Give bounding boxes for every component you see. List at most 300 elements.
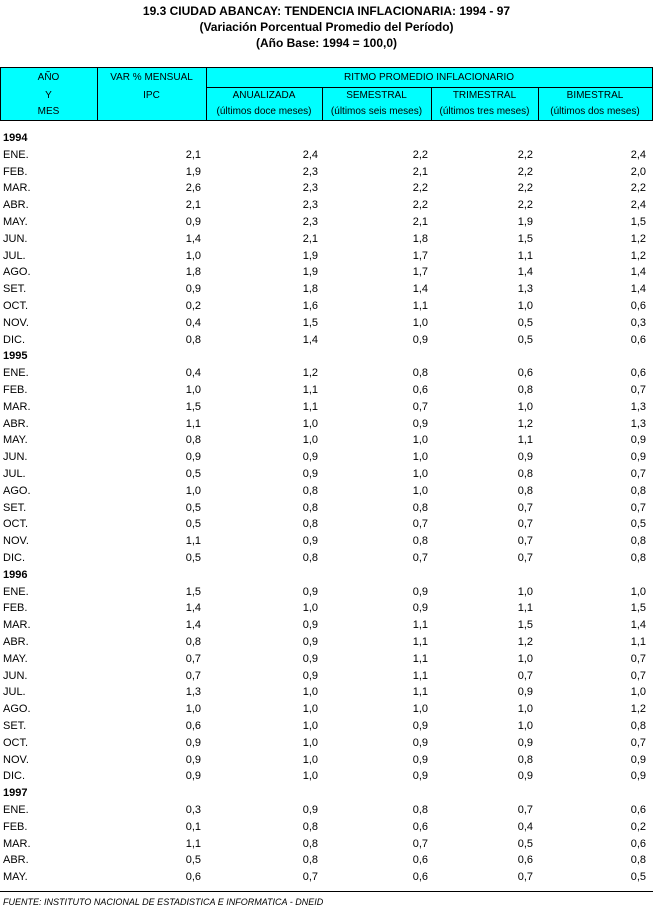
table-row <box>0 584 653 601</box>
month-label: SET. <box>3 720 27 732</box>
month-label: JUN. <box>3 232 28 245</box>
header-bimestral-note: (últimos dos meses) <box>550 106 640 117</box>
table-row <box>0 466 653 483</box>
table-cell: 1,0 <box>302 686 318 699</box>
month-label: FEB. <box>3 602 28 615</box>
table-cell: 0,6 <box>630 300 646 312</box>
table-cell: 0,8 <box>302 837 318 850</box>
table-cell: 1,4 <box>412 283 428 296</box>
month-label: OCT. <box>3 736 29 749</box>
table-cell: 1,5 <box>185 400 201 413</box>
table-row <box>0 684 653 701</box>
table-title <box>0 3 653 51</box>
year-label: 1997 <box>3 787 28 800</box>
table-cell: 2,2 <box>412 148 428 161</box>
table-cell: 1,1 <box>630 636 646 648</box>
table-cell: 0,8 <box>412 367 428 380</box>
table-cell: 2,2 <box>517 165 533 178</box>
table-cell: 1,4 <box>302 333 318 346</box>
table-cell: 0,2 <box>185 300 201 312</box>
table-cell: 0,6 <box>630 333 646 346</box>
table-cell: 1,2 <box>630 703 646 716</box>
table-cell: 0,9 <box>185 216 201 228</box>
table-cell: 0,9 <box>630 770 646 783</box>
table-cell: 0,7 <box>517 501 533 514</box>
table-row <box>0 483 653 500</box>
table-cell: 2,3 <box>302 182 318 195</box>
table-cell: 2,0 <box>630 165 646 178</box>
table-cell: 1,1 <box>412 652 428 665</box>
table-cell: 1,4 <box>185 619 201 632</box>
table-row <box>0 752 653 769</box>
table-cell: 0,9 <box>302 636 318 648</box>
header-year-line-2: Y <box>45 90 52 101</box>
month-label: OCT. <box>3 300 29 312</box>
table-cell: 0,6 <box>517 367 533 380</box>
table-row <box>0 264 653 281</box>
table-cell: 1,9 <box>517 216 533 228</box>
header-ipc-line-2: IPC <box>143 90 160 101</box>
table-cell: 0,9 <box>412 770 428 783</box>
month-label: AGO. <box>3 484 31 497</box>
month-label: MAR. <box>3 182 31 195</box>
table-row <box>0 735 653 752</box>
month-label: NOV. <box>3 753 29 766</box>
table-cell: 0,9 <box>517 770 533 783</box>
table-cell: 1,0 <box>185 249 201 262</box>
month-label: DIC. <box>3 770 25 783</box>
table-cell: 0,4 <box>185 367 201 380</box>
month-label: SET. <box>3 501 27 514</box>
month-label: JUN. <box>3 669 28 682</box>
table-cell: 0,7 <box>302 871 318 884</box>
month-label: ABR. <box>3 854 29 867</box>
header-ipc-line-1: VAR % MENSUAL <box>110 72 193 83</box>
table-cell: 1,2 <box>517 417 533 430</box>
table-cell: 0,7 <box>630 384 646 396</box>
table-cell: 0,9 <box>517 451 533 464</box>
table-cell: 0,9 <box>517 736 533 749</box>
table-cell: 1,0 <box>630 686 646 699</box>
table-row <box>0 332 653 349</box>
table-cell: 1,2 <box>517 636 533 648</box>
table-cell: 1,0 <box>517 400 533 413</box>
table-cell: 1,0 <box>302 720 318 732</box>
table-cell: 1,1 <box>302 384 318 396</box>
table-cell: 1,5 <box>302 316 318 329</box>
table-cell: 1,0 <box>630 585 646 598</box>
source-note: FUENTE: INSTITUTO NACIONAL DE ESTADISTICA E INFORMATICA - DNEID <box>3 897 324 907</box>
table-cell: 1,0 <box>517 703 533 716</box>
table-cell: 0,8 <box>630 552 646 564</box>
month-label: ABR. <box>3 417 29 430</box>
table-cell: 0,9 <box>185 753 201 766</box>
table-cell: 0,9 <box>302 585 318 598</box>
year-label: 1995 <box>3 350 28 363</box>
table-cell: 0,8 <box>517 468 533 480</box>
table-cell: 0,9 <box>630 434 646 447</box>
table-cell: 0,5 <box>185 518 201 531</box>
table-cell: 1,0 <box>412 451 428 464</box>
table-cell: 2,4 <box>302 148 318 161</box>
table-cell: 1,5 <box>185 585 201 598</box>
table-cell: 1,4 <box>630 619 646 632</box>
table-cell: 1,0 <box>412 468 428 480</box>
table-cell: 2,3 <box>302 165 318 178</box>
table-cell: 0,5 <box>517 316 533 329</box>
table-cell: 0,6 <box>185 871 201 884</box>
year-row <box>0 348 653 365</box>
table-cell: 2,1 <box>185 199 201 212</box>
table-cell: 1,0 <box>302 736 318 749</box>
table-cell: 1,0 <box>412 484 428 497</box>
table-cell: 0,9 <box>185 736 201 749</box>
table-cell: 1,8 <box>412 232 428 245</box>
table-cell: 2,4 <box>630 199 646 212</box>
month-label: OCT. <box>3 518 29 531</box>
title-line-3: (Año Base: 1994 = 100,0) <box>255 36 398 50</box>
header-year-line-3: MES <box>37 106 60 117</box>
table-cell: 0,8 <box>185 333 201 346</box>
header-anualizada-note: (últimos doce meses) <box>216 106 312 117</box>
table-cell: 1,4 <box>185 232 201 245</box>
table-cell: 1,1 <box>412 686 428 699</box>
table-cell: 0,7 <box>517 804 533 816</box>
table-cell: 1,1 <box>185 417 201 430</box>
table-cell: 0,8 <box>517 484 533 497</box>
table-cell: 1,1 <box>185 837 201 850</box>
table-cell: 0,8 <box>630 535 646 548</box>
table-cell: 0,8 <box>630 854 646 867</box>
table-cell: 2,1 <box>302 232 318 245</box>
table-cell: 1,1 <box>412 619 428 632</box>
table-cell: 0,8 <box>185 434 201 447</box>
header-anualizada: ANUALIZADA <box>232 90 296 101</box>
table-cell: 2,2 <box>630 182 646 195</box>
header-year-line-1: AÑO <box>37 72 60 83</box>
table-cell: 1,0 <box>302 753 318 766</box>
table-cell: 1,0 <box>517 720 533 732</box>
table-cell: 1,0 <box>302 703 318 716</box>
table-cell: 0,6 <box>517 854 533 867</box>
table-cell: 0,8 <box>630 484 646 497</box>
header-divider-trimestral <box>431 87 432 121</box>
table-cell: 0,7 <box>517 518 533 531</box>
table-cell: 0,9 <box>630 753 646 766</box>
month-label: MAR. <box>3 619 31 632</box>
table-cell: 0,8 <box>302 552 318 564</box>
month-label: ENE. <box>3 148 29 161</box>
table-cell: 2,3 <box>302 199 318 212</box>
table-row <box>0 533 653 550</box>
table-cell: 0,8 <box>302 501 318 514</box>
header-divider-ipc <box>206 67 207 121</box>
table-cell: 1,4 <box>630 266 646 279</box>
table-cell: 0,4 <box>185 316 201 329</box>
table-row <box>0 298 653 315</box>
table-cell: 0,9 <box>412 417 428 430</box>
table-cell: 0,7 <box>185 669 201 682</box>
table-cell: 0,8 <box>302 854 318 867</box>
table-cell: 0,9 <box>185 770 201 783</box>
table-cell: 0,7 <box>412 837 428 850</box>
table-row <box>0 634 653 651</box>
table-row <box>0 802 653 819</box>
table-bottom-rule <box>0 891 653 892</box>
table-cell: 0,7 <box>630 468 646 480</box>
month-label: FEB. <box>3 165 28 178</box>
table-cell: 1,0 <box>185 703 201 716</box>
table-cell: 1,0 <box>412 316 428 329</box>
year-row <box>0 130 653 147</box>
table-cell: 0,8 <box>302 518 318 531</box>
header-divider-bimestral <box>538 87 539 121</box>
table-cell: 1,0 <box>302 434 318 447</box>
table-cell: 1,0 <box>302 417 318 430</box>
table-cell: 1,9 <box>302 266 318 279</box>
table-cell: 0,7 <box>517 669 533 682</box>
table-cell: 2,3 <box>302 216 318 228</box>
table-cell: 0,8 <box>630 720 646 732</box>
table-cell: 0,9 <box>630 451 646 464</box>
table-cell: 1,9 <box>302 249 318 262</box>
month-label: SET. <box>3 283 27 296</box>
table-cell: 0,9 <box>185 283 201 296</box>
table-cell: 0,6 <box>630 837 646 850</box>
table-row <box>0 365 653 382</box>
table-cell: 1,1 <box>412 669 428 682</box>
table-cell: 1,3 <box>517 283 533 296</box>
header-divider-year <box>97 67 98 121</box>
table-cell: 1,0 <box>185 384 201 396</box>
month-label: MAY. <box>3 871 28 884</box>
table-cell: 1,1 <box>517 434 533 447</box>
header-group-label: RITMO PROMEDIO INFLACIONARIO <box>343 72 514 83</box>
table-cell: 1,0 <box>412 703 428 716</box>
table-cell: 0,7 <box>517 552 533 564</box>
table-row <box>0 432 653 449</box>
table-cell: 0,7 <box>412 400 428 413</box>
table-cell: 0,8 <box>185 636 201 648</box>
table-cell: 2,1 <box>412 165 428 178</box>
table-cell: 1,4 <box>185 602 201 615</box>
table-row <box>0 281 653 298</box>
month-label: ENE. <box>3 804 29 816</box>
table-cell: 0,7 <box>630 652 646 665</box>
month-label: JUL. <box>3 468 26 480</box>
table-cell: 1,1 <box>185 535 201 548</box>
header-semestral-note: (últimos seis meses) <box>330 106 423 117</box>
month-label: ENE. <box>3 367 29 380</box>
header-divider-semestral <box>322 87 323 121</box>
title-line-1: 19.3 CIUDAD ABANCAY: TENDENCIA INFLACIONARIA: 1994 - 97 <box>142 4 511 18</box>
table-cell: 0,5 <box>185 552 201 564</box>
table-cell: 0,9 <box>412 720 428 732</box>
table-row <box>0 416 653 433</box>
month-label: NOV. <box>3 535 29 548</box>
table-row <box>0 701 653 718</box>
table-cell: 0,8 <box>302 820 318 833</box>
table-cell: 1,2 <box>630 232 646 245</box>
table-row <box>0 668 653 685</box>
header-semestral: SEMESTRAL <box>346 90 407 101</box>
month-label: DIC. <box>3 552 25 564</box>
table-cell: 0,9 <box>302 535 318 548</box>
table-cell: 2,6 <box>185 182 201 195</box>
table-row <box>0 382 653 399</box>
table-cell: 0,6 <box>630 367 646 380</box>
month-label: NOV. <box>3 316 29 329</box>
table-cell: 0,9 <box>412 753 428 766</box>
table-cell: 0,5 <box>517 333 533 346</box>
table-cell: 0,5 <box>630 518 646 531</box>
year-row <box>0 567 653 584</box>
table-cell: 0,5 <box>517 837 533 850</box>
table-row <box>0 768 653 785</box>
table-row <box>0 836 653 853</box>
table-cell: 1,3 <box>185 686 201 699</box>
table-cell: 0,9 <box>302 451 318 464</box>
table-row <box>0 651 653 668</box>
table-cell: 1,1 <box>302 400 318 413</box>
year-label: 1994 <box>3 132 28 144</box>
table-cell: 0,8 <box>302 484 318 497</box>
table-cell: 1,9 <box>185 165 201 178</box>
table-row <box>0 600 653 617</box>
table-cell: 1,0 <box>185 484 201 497</box>
month-label: MAY. <box>3 216 28 228</box>
table-cell: 1,5 <box>630 602 646 615</box>
table-cell: 0,7 <box>185 652 201 665</box>
table-row <box>0 550 653 567</box>
table-cell: 1,1 <box>412 300 428 312</box>
table-cell: 1,5 <box>517 619 533 632</box>
header-bimestral: BIMESTRAL <box>566 90 624 101</box>
table-cell: 0,8 <box>517 753 533 766</box>
title-line-2: (Variación Porcentual Promedio del Período) <box>199 20 454 34</box>
table-cell: 2,1 <box>185 148 201 161</box>
table-cell: 0,1 <box>185 820 201 833</box>
table-cell: 0,8 <box>517 384 533 396</box>
table-cell: 1,6 <box>302 300 318 312</box>
table-cell: 2,2 <box>412 199 428 212</box>
table-cell: 0,9 <box>412 736 428 749</box>
table-cell: 0,3 <box>630 316 646 329</box>
table-row <box>0 617 653 634</box>
month-label: FEB. <box>3 384 28 396</box>
table-cell: 1,2 <box>302 367 318 380</box>
table-cell: 0,7 <box>630 669 646 682</box>
table-cell: 0,5 <box>185 468 201 480</box>
table-row <box>0 819 653 836</box>
table-row <box>0 315 653 332</box>
table-cell: 1,8 <box>185 266 201 279</box>
table-cell: 0,7 <box>517 535 533 548</box>
month-label: AGO. <box>3 266 31 279</box>
table-cell: 2,4 <box>630 148 646 161</box>
year-row <box>0 785 653 802</box>
month-label: AGO. <box>3 703 31 716</box>
table-cell: 0,8 <box>412 804 428 816</box>
table-cell: 0,7 <box>517 871 533 884</box>
year-label: 1996 <box>3 568 28 581</box>
table-cell: 1,4 <box>517 266 533 279</box>
month-label: JUL. <box>3 249 26 262</box>
table-cell: 0,3 <box>185 804 201 816</box>
table-row <box>0 197 653 214</box>
table-cell: 0,9 <box>302 804 318 816</box>
table-cell: 0,7 <box>412 552 428 564</box>
month-label: ABR. <box>3 199 29 212</box>
table-cell: 1,0 <box>517 300 533 312</box>
table-cell: 0,9 <box>517 686 533 699</box>
table-cell: 0,9 <box>412 333 428 346</box>
table-cell: 1,0 <box>517 585 533 598</box>
table-cell: 1,0 <box>302 602 318 615</box>
table-cell: 1,7 <box>412 249 428 262</box>
table-cell: 1,7 <box>412 266 428 279</box>
table-cell: 0,6 <box>185 720 201 732</box>
table-row <box>0 214 653 231</box>
table-cell: 1,5 <box>517 232 533 245</box>
table-cell: 0,8 <box>412 501 428 514</box>
table-cell: 0,7 <box>630 736 646 749</box>
table-row <box>0 248 653 265</box>
table-cell: 0,4 <box>517 820 533 833</box>
table-cell: 2,2 <box>517 148 533 161</box>
table-cell: 0,6 <box>412 384 428 396</box>
table-cell: 1,3 <box>630 400 646 413</box>
month-label: MAY. <box>3 652 28 665</box>
table-row <box>0 852 653 869</box>
table-cell: 0,9 <box>185 451 201 464</box>
table-row <box>0 147 653 164</box>
table-row <box>0 718 653 735</box>
table-cell: 0,9 <box>412 602 428 615</box>
header-left-border <box>0 67 1 121</box>
month-label: JUN. <box>3 451 28 464</box>
table-cell: 2,2 <box>517 199 533 212</box>
table-cell: 1,8 <box>302 283 318 296</box>
table-row <box>0 449 653 466</box>
table-cell: 0,9 <box>412 585 428 598</box>
month-label: ABR. <box>3 636 29 648</box>
table-cell: 2,2 <box>517 182 533 195</box>
table-row <box>0 164 653 181</box>
month-label: ENE. <box>3 585 29 598</box>
month-label: FEB. <box>3 820 28 833</box>
table-cell: 0,7 <box>630 501 646 514</box>
table-cell: 0,9 <box>302 669 318 682</box>
table-row <box>0 231 653 248</box>
month-label: MAR. <box>3 400 31 413</box>
table-cell: 0,8 <box>412 535 428 548</box>
month-label: MAR. <box>3 837 31 850</box>
month-label: DIC. <box>3 333 25 346</box>
table-cell: 1,4 <box>630 283 646 296</box>
header-trimestral-note: (últimos tres meses) <box>439 106 530 117</box>
table-row <box>0 500 653 517</box>
table-cell: 0,9 <box>302 619 318 632</box>
table-cell: 0,5 <box>185 501 201 514</box>
table-cell: 0,5 <box>185 854 201 867</box>
table-cell: 1,1 <box>412 636 428 648</box>
table-cell: 1,1 <box>517 602 533 615</box>
table-cell: 2,2 <box>412 182 428 195</box>
table-cell: 1,5 <box>630 216 646 228</box>
table-cell: 0,9 <box>302 652 318 665</box>
table-cell: 1,2 <box>630 249 646 262</box>
